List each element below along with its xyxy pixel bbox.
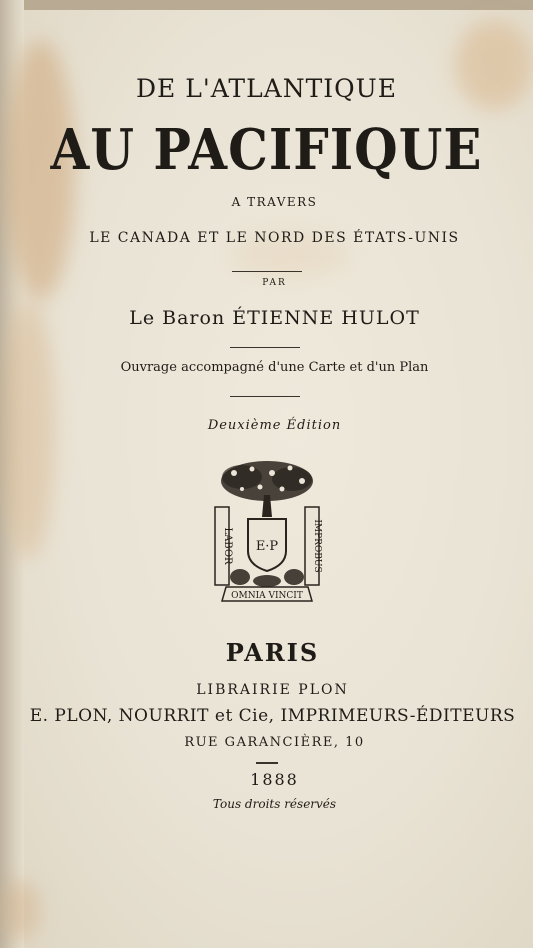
emblem-left-banner: LABOR	[222, 527, 233, 565]
page-top-edge	[22, 0, 533, 10]
divider-rule	[256, 762, 278, 764]
imprint-printer: E. PLON, NOURRIT et Cie, IMPRIMEURS-ÉDITEURS	[29, 706, 516, 726]
subtitle-b: LE CANADA ET LE NORD DES ÉTATS-UNIS	[89, 230, 460, 246]
imprint-publisher: LIBRAIRIE PLON	[196, 682, 349, 698]
emblem-monogram: E·P	[255, 539, 279, 554]
imprint-rights: Tous droits réservés	[212, 797, 337, 811]
by-label: PAR	[262, 278, 287, 288]
title-line-1: DE L'ATLANTIQUE	[136, 74, 397, 103]
emblem-right-banner: IMPROBUS	[312, 519, 322, 573]
title-line-2: AU PACIFIQUE	[50, 116, 483, 183]
edition: Deuxième Édition	[207, 418, 342, 433]
foxing-stain	[0, 880, 40, 940]
divider-rule	[232, 271, 302, 272]
description: Ouvrage accompagné d'une Carte et d'un Plan	[120, 360, 429, 375]
divider-rule	[230, 347, 300, 348]
subtitle-a: A TRAVERS	[231, 195, 318, 209]
imprint-city: PARIS	[225, 638, 320, 667]
emblem-bottom-banner: OMNIA VINCIT	[231, 591, 303, 601]
author-name: Le Baron ÉTIENNE HULOT	[129, 307, 420, 329]
divider-rule	[230, 396, 300, 397]
imprint-year: 1888	[250, 770, 299, 789]
imprint-address: RUE GARANCIÈRE, 10	[184, 735, 365, 750]
printer-mark-tree-shield-icon	[212, 459, 322, 607]
